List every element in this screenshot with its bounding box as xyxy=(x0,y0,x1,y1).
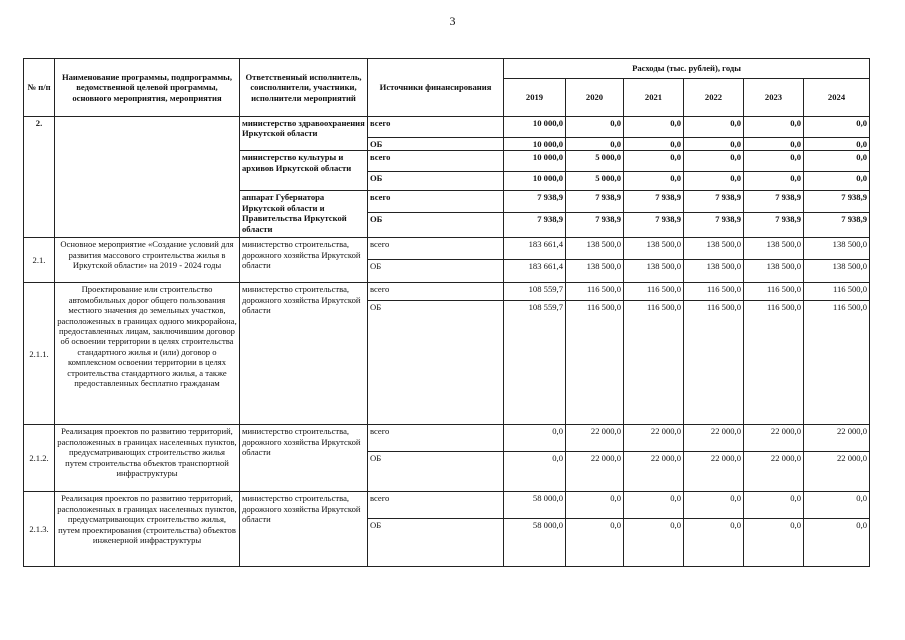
row-name: Реализация проектов по развитию территорий, расположенных в границах населенных пунктов, предусматривающих строительство жилья, путем проектирования (строительства) объектов инженерной инфраструктуры xyxy=(55,492,240,567)
value-cell: 22 000,0 xyxy=(744,452,804,492)
source-label: всего xyxy=(368,191,504,213)
row-exec: аппарат Губернатора Иркутской области и Правительства Иркутской области xyxy=(240,191,368,238)
value-cell: 116 500,0 xyxy=(624,301,684,425)
value-cell: 7 938,9 xyxy=(624,213,684,238)
table-row xyxy=(24,238,870,260)
value-cell: 0,0 xyxy=(804,172,870,191)
row-index: 2.1.3. xyxy=(24,492,55,567)
value-cell: 0,0 xyxy=(624,519,684,567)
value-cell: 22 000,0 xyxy=(804,452,870,492)
value-cell: 0,0 xyxy=(744,172,804,191)
value-cell: 0,0 xyxy=(804,492,870,519)
value-cell: 10 000,0 xyxy=(504,117,566,138)
value-cell: 22 000,0 xyxy=(684,425,744,452)
value-cell: 7 938,9 xyxy=(684,213,744,238)
source-label: всего xyxy=(368,238,504,260)
value-cell: 116 500,0 xyxy=(566,283,624,301)
col-header-exec: Ответственный исполнитель, соисполнители, участники, исполнители мероприятий xyxy=(240,59,368,117)
value-cell: 0,0 xyxy=(566,117,624,138)
value-cell: 138 500,0 xyxy=(804,238,870,260)
value-cell: 0,0 xyxy=(744,492,804,519)
source-label: ОБ xyxy=(368,213,504,238)
value-cell: 116 500,0 xyxy=(684,283,744,301)
value-cell: 0,0 xyxy=(744,117,804,138)
row-name: Реализация проектов по развитию территорий, расположенных в границах населенных пунктов, предусматривающих строительство жилья путем строительства объектов транспортной инфраструктуры xyxy=(55,425,240,492)
value-cell: 0,0 xyxy=(624,151,684,172)
year-header: 2024 xyxy=(804,79,870,117)
value-cell: 22 000,0 xyxy=(566,425,624,452)
source-label: всего xyxy=(368,425,504,452)
col-header-name: Наименование программы, подпрограммы, ведомственной целевой программы, основного мероприятия, мероприятия xyxy=(55,59,240,117)
value-cell: 7 938,9 xyxy=(744,191,804,213)
year-header: 2023 xyxy=(744,79,804,117)
value-cell: 22 000,0 xyxy=(624,425,684,452)
table-row xyxy=(24,425,870,452)
value-cell: 7 938,9 xyxy=(566,191,624,213)
value-cell: 116 500,0 xyxy=(804,283,870,301)
value-cell: 0,0 xyxy=(744,519,804,567)
value-cell: 22 000,0 xyxy=(804,425,870,452)
value-cell: 0,0 xyxy=(744,138,804,151)
col-header-expenses: Расходы (тыс. рублей), годы xyxy=(504,59,870,79)
row-exec: министерство здравоохранения Иркутской области xyxy=(240,117,368,151)
value-cell: 108 559,7 xyxy=(504,283,566,301)
value-cell: 0,0 xyxy=(684,151,744,172)
source-label: всего xyxy=(368,283,504,301)
table-row xyxy=(24,492,870,519)
value-cell: 10 000,0 xyxy=(504,151,566,172)
value-cell: 7 938,9 xyxy=(684,191,744,213)
value-cell: 138 500,0 xyxy=(624,260,684,283)
value-cell: 7 938,9 xyxy=(504,213,566,238)
value-cell: 0,0 xyxy=(684,117,744,138)
value-cell: 7 938,9 xyxy=(744,213,804,238)
value-cell: 10 000,0 xyxy=(504,172,566,191)
value-cell: 108 559,7 xyxy=(504,301,566,425)
source-label: ОБ xyxy=(368,452,504,492)
value-cell: 5 000,0 xyxy=(566,151,624,172)
value-cell: 183 661,4 xyxy=(504,260,566,283)
value-cell: 7 938,9 xyxy=(804,191,870,213)
year-header: 2020 xyxy=(566,79,624,117)
value-cell: 0,0 xyxy=(504,425,566,452)
value-cell: 58 000,0 xyxy=(504,519,566,567)
value-cell: 0,0 xyxy=(684,138,744,151)
value-cell: 116 500,0 xyxy=(684,301,744,425)
row-exec: министерство строительства, дорожного хозяйства Иркутской области xyxy=(240,283,368,425)
budget-table xyxy=(23,58,870,567)
value-cell: 0,0 xyxy=(624,138,684,151)
value-cell: 0,0 xyxy=(804,519,870,567)
value-cell: 0,0 xyxy=(624,117,684,138)
value-cell: 0,0 xyxy=(566,138,624,151)
source-label: ОБ xyxy=(368,260,504,283)
row-index: 2. xyxy=(24,117,55,238)
value-cell: 138 500,0 xyxy=(744,260,804,283)
row-name: Основное мероприятие «Создание условий для развития массового строительства жилья в Иркутской области» на 2019 - 2024 годы xyxy=(55,238,240,283)
value-cell: 10 000,0 xyxy=(504,138,566,151)
value-cell: 116 500,0 xyxy=(744,283,804,301)
value-cell: 0,0 xyxy=(566,519,624,567)
value-cell: 138 500,0 xyxy=(684,238,744,260)
value-cell: 0,0 xyxy=(624,172,684,191)
source-label: ОБ xyxy=(368,519,504,567)
col-header-no: № п/п xyxy=(24,59,55,117)
value-cell: 0,0 xyxy=(624,492,684,519)
value-cell: 116 500,0 xyxy=(744,301,804,425)
value-cell: 7 938,9 xyxy=(504,191,566,213)
row-exec: министерство строительства, дорожного хозяйства Иркутской области xyxy=(240,238,368,283)
year-header: 2019 xyxy=(504,79,566,117)
source-label: ОБ xyxy=(368,172,504,191)
value-cell: 138 500,0 xyxy=(566,260,624,283)
table-row xyxy=(24,117,870,138)
value-cell: 0,0 xyxy=(804,138,870,151)
col-header-source: Источники финансирования xyxy=(368,59,504,117)
page-number: 3 xyxy=(449,14,456,28)
value-cell: 22 000,0 xyxy=(624,452,684,492)
year-header: 2022 xyxy=(684,79,744,117)
source-label: всего xyxy=(368,117,504,138)
table-row xyxy=(24,283,870,301)
row-name: Проектирование или строительство автомобильных дорог общего пользования местного значения до земельных участков, расположенных в границах одного микрорайона, предоставленных лицам, заключившим договор об освоении территории в целях строительства стандартного жилья и (или) договор о комплексном освоении территории в целях строительства стандартного жилья, а также предоставленных бесплатно гражданам xyxy=(55,283,240,425)
value-cell: 58 000,0 xyxy=(504,492,566,519)
source-label: ОБ xyxy=(368,138,504,151)
value-cell: 138 500,0 xyxy=(804,260,870,283)
value-cell: 7 938,9 xyxy=(804,213,870,238)
value-cell: 0,0 xyxy=(804,151,870,172)
source-label: всего xyxy=(368,492,504,519)
row-index: 2.1.2. xyxy=(24,425,55,492)
value-cell: 0,0 xyxy=(684,519,744,567)
value-cell: 5 000,0 xyxy=(566,172,624,191)
value-cell: 116 500,0 xyxy=(566,301,624,425)
value-cell: 0,0 xyxy=(684,492,744,519)
value-cell: 138 500,0 xyxy=(744,238,804,260)
row-exec: министерство строительства, дорожного хозяйства Иркутской области xyxy=(240,492,368,567)
value-cell: 138 500,0 xyxy=(624,238,684,260)
source-label: всего xyxy=(368,151,504,172)
value-cell: 22 000,0 xyxy=(566,452,624,492)
value-cell: 138 500,0 xyxy=(566,238,624,260)
year-header: 2021 xyxy=(624,79,684,117)
value-cell: 22 000,0 xyxy=(684,452,744,492)
value-cell: 138 500,0 xyxy=(684,260,744,283)
value-cell: 0,0 xyxy=(684,172,744,191)
row-name xyxy=(55,117,240,238)
value-cell: 183 661,4 xyxy=(504,238,566,260)
value-cell: 0,0 xyxy=(504,452,566,492)
value-cell: 7 938,9 xyxy=(566,213,624,238)
row-exec: министерство строительства, дорожного хозяйства Иркутской области xyxy=(240,425,368,492)
source-label: ОБ xyxy=(368,301,504,425)
value-cell: 0,0 xyxy=(566,492,624,519)
value-cell: 22 000,0 xyxy=(744,425,804,452)
value-cell: 7 938,9 xyxy=(624,191,684,213)
row-index: 2.1.1. xyxy=(24,283,55,425)
value-cell: 116 500,0 xyxy=(624,283,684,301)
value-cell: 116 500,0 xyxy=(804,301,870,425)
value-cell: 0,0 xyxy=(804,117,870,138)
value-cell: 0,0 xyxy=(744,151,804,172)
row-index: 2.1. xyxy=(24,238,55,283)
row-exec: министерство культуры и архивов Иркутской области xyxy=(240,151,368,191)
